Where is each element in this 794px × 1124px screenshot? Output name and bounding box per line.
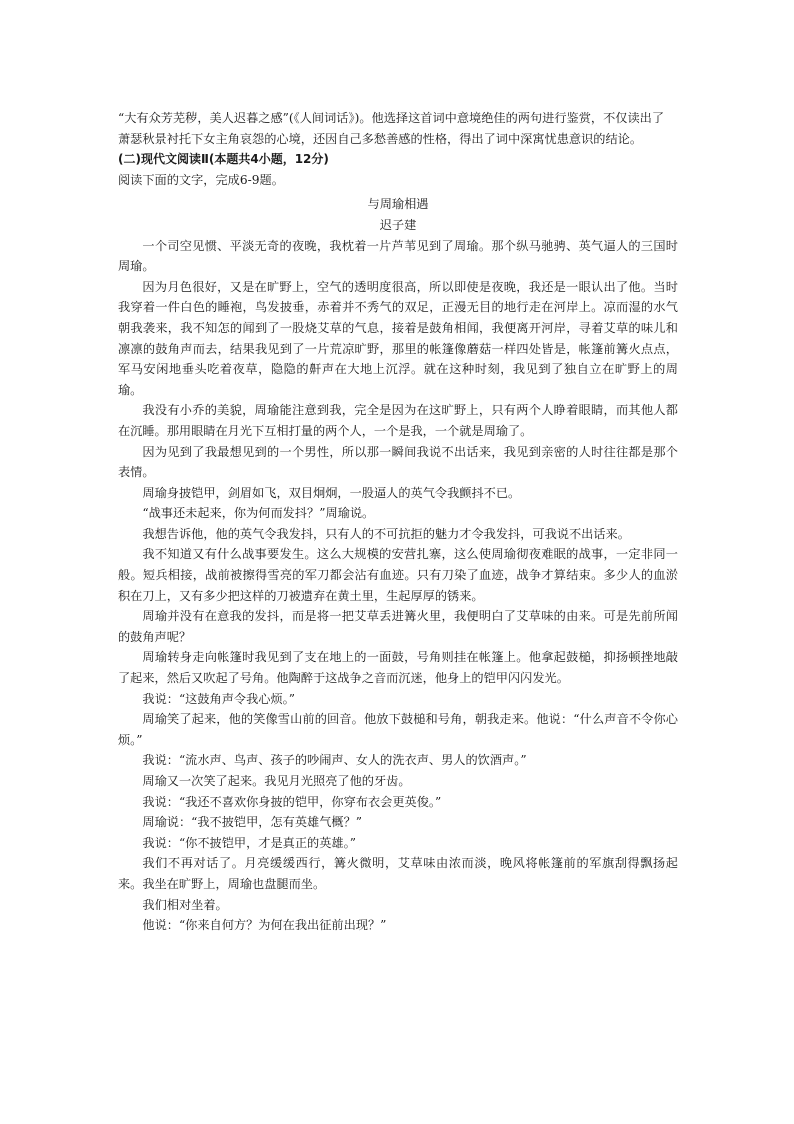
story-paragraph: 我没有小乔的美貌，周瑜能注意到我，完全是因为在这旷野上，只有两个人睁着眼睛，而其他人都在沉睡。那用眼睛在月光下互相打量的两个人，一个是我，一个就是周瑜了。 — [118, 403, 678, 438]
story-paragraph: 我们不再对话了。月亮缓缓西行，篝火微明，艾草味由浓而淡，晚风将帐篷前的军旗刮得飘扬起来。我坐在旷野上，周瑜也盘腿而坐。 — [118, 856, 678, 891]
story-paragraph: 周瑜说：“我不披铠甲，怎有英雄气概？” — [142, 815, 363, 830]
story-paragraph: “战事还未起来，你为何而发抖？”周瑜说。 — [142, 506, 375, 521]
story-paragraph: 周瑜又一次笑了起来。我见月光照亮了他的牙齿。 — [142, 774, 411, 788]
story-paragraph: 我们相对坐着。 — [142, 897, 228, 912]
story-paragraph: 我说：“流水声、鸟声、孩子的吵闹声、女人的洗衣声、男人的饮酒声。” — [142, 753, 527, 768]
intro-line-1: “大有众芳芜秽，美人迟暮之感”(《人间词话》)。他选择这首词中意境绝佳的两句进行鉴赏，不仅读出了 — [118, 111, 665, 125]
story-paragraph: 我说：“我还不喜欢你身披的铠甲，你穿布衣会更英俊。” — [142, 794, 442, 809]
story-paragraph: 因为月色很好，又是在旷野上，空气的透明度很高，所以即使是夜晚，我还是一眼认出了他。当时我穿着一件白色的睡袍，鸟发披垂，赤着并不秀气的双足，正漫无目的地行走在河岸上。凉而湿的水气朝我袭来，我不知怎的闻到了一股烧艾草的气息，接着是鼓角相闻，我便离开河岸，寻着艾草的味儿和凛凛的鼓角声而去，结果我见到了一片荒凉旷野，那里的帐篷像蘑菇一样四处皆是，帐篷前篝火点点，军马安闲地垂头吃着夜草，隐隐的鼾声在大地上沉浮。就在这种时刻，我见到了独自立在旷野上的周瑜。 — [118, 279, 678, 397]
story-title: 与周瑜相遇 — [367, 197, 429, 212]
story-paragraph: 因为见到了我最想见到的一个男性，所以那一瞬间我说不出话来，我见到亲密的人时往往都是那个表情。 — [118, 444, 678, 480]
story-paragraph: 周瑜并没有在意我的发抖，而是将一把艾草丢进篝火里，我便明白了艾草味的由来。可是先前所闻的鼓角声呢？ — [118, 609, 678, 644]
story-paragraph: 我说：“你不披铠甲，才是真正的英雄。” — [142, 835, 356, 850]
story-paragraph: 周瑜身披铠甲，剑眉如飞，双目炯炯，一股逼人的英气令我颤抖不已。 — [142, 485, 521, 500]
story-paragraph: 周瑜转身走向帐篷时我见到了支在地上的一面鼓，号角则挂在帐篷上。他拿起鼓槌，抑扬顿挫地敲了起来，然后又吹起了号角。他陶醉于这战争之音而沉迷，他身上的铠甲闪闪发光。 — [118, 650, 678, 686]
story-paragraph: 一个司空见惯、平淡无奇的夜晚，我枕着一片芦苇见到了周瑜。那个纵马驰骋、英气逼人的三国时周瑜。 — [118, 238, 678, 274]
story-paragraph: 周瑜笑了起来，他的笑像雪山前的回音。他放下鼓槌和号角，朝我走来。他说：“什么声音不令你心烦。” — [118, 712, 678, 747]
instruction: 阅读下面的文字，完成6-9题。 — [118, 172, 284, 187]
page-content — [118, 108, 678, 936]
story-paragraph: 我说：“这鼓角声令我心烦。” — [142, 691, 296, 706]
intro-line-2: 萧瑟秋景衬托下女主角哀怨的心境，还因自己多愁善感的性格，得出了词中深寓忧患意识的结论。 — [118, 131, 643, 146]
story-author: 迟子建 — [379, 217, 417, 232]
story-paragraph: 我不知道又有什么战事要发生。这么大规模的安营扎寨，这么使周瑜彻夜难眠的战事，一定非同一般。短兵相接，战前被擦得雪亮的军刀都会沾有血迹。只有刀染了血迹，战争才算结束。多少人的血淤积在刀上，又有多少把这样的刀被遗弃在黄土里，生起厚厚的锈来。 — [118, 547, 678, 603]
story-paragraph: 我想告诉他，他的英气令我发抖，只有人的不可抗拒的魅力才令我发抖，可我说不出话来。 — [142, 526, 630, 541]
section-heading: (二)现代文阅读Ⅱ(本题共4小题，12分) — [118, 152, 329, 167]
story-paragraph: 他说：“你来自何方？为何在我出征前出现？” — [142, 918, 387, 933]
